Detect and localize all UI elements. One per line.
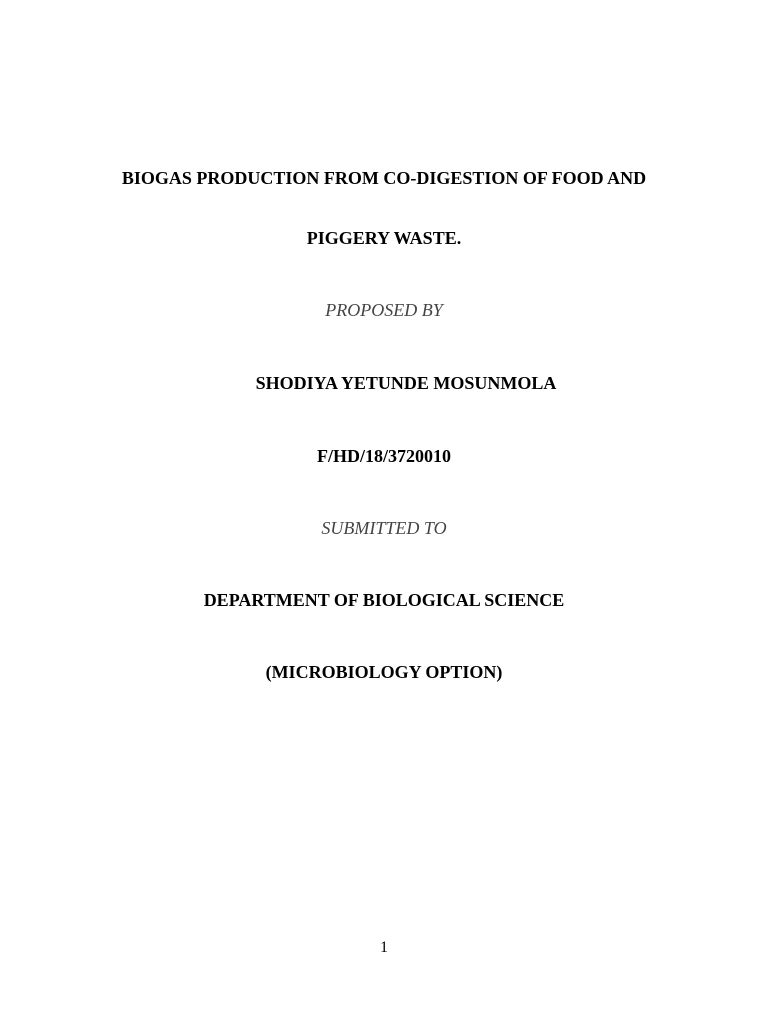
submitted-to-label: SUBMITTED TO [321,518,447,538]
title-line-1: BIOGAS PRODUCTION FROM CO-DIGESTION OF FOOD AND [121,168,647,188]
option-name: (MICROBIOLOGY OPTION) [265,662,503,682]
matric-number: F/HD/18/3720010 [317,446,451,466]
proposed-by-label: PROPOSED BY [325,300,443,320]
page-number: 1 [380,939,388,956]
author-name: SHODIYA YETUNDE MOSUNMOLA [255,373,557,393]
title-line-2: PIGGERY WASTE. [306,228,462,248]
department-name: DEPARTMENT OF BIOLOGICAL SCIENCE [203,590,565,610]
